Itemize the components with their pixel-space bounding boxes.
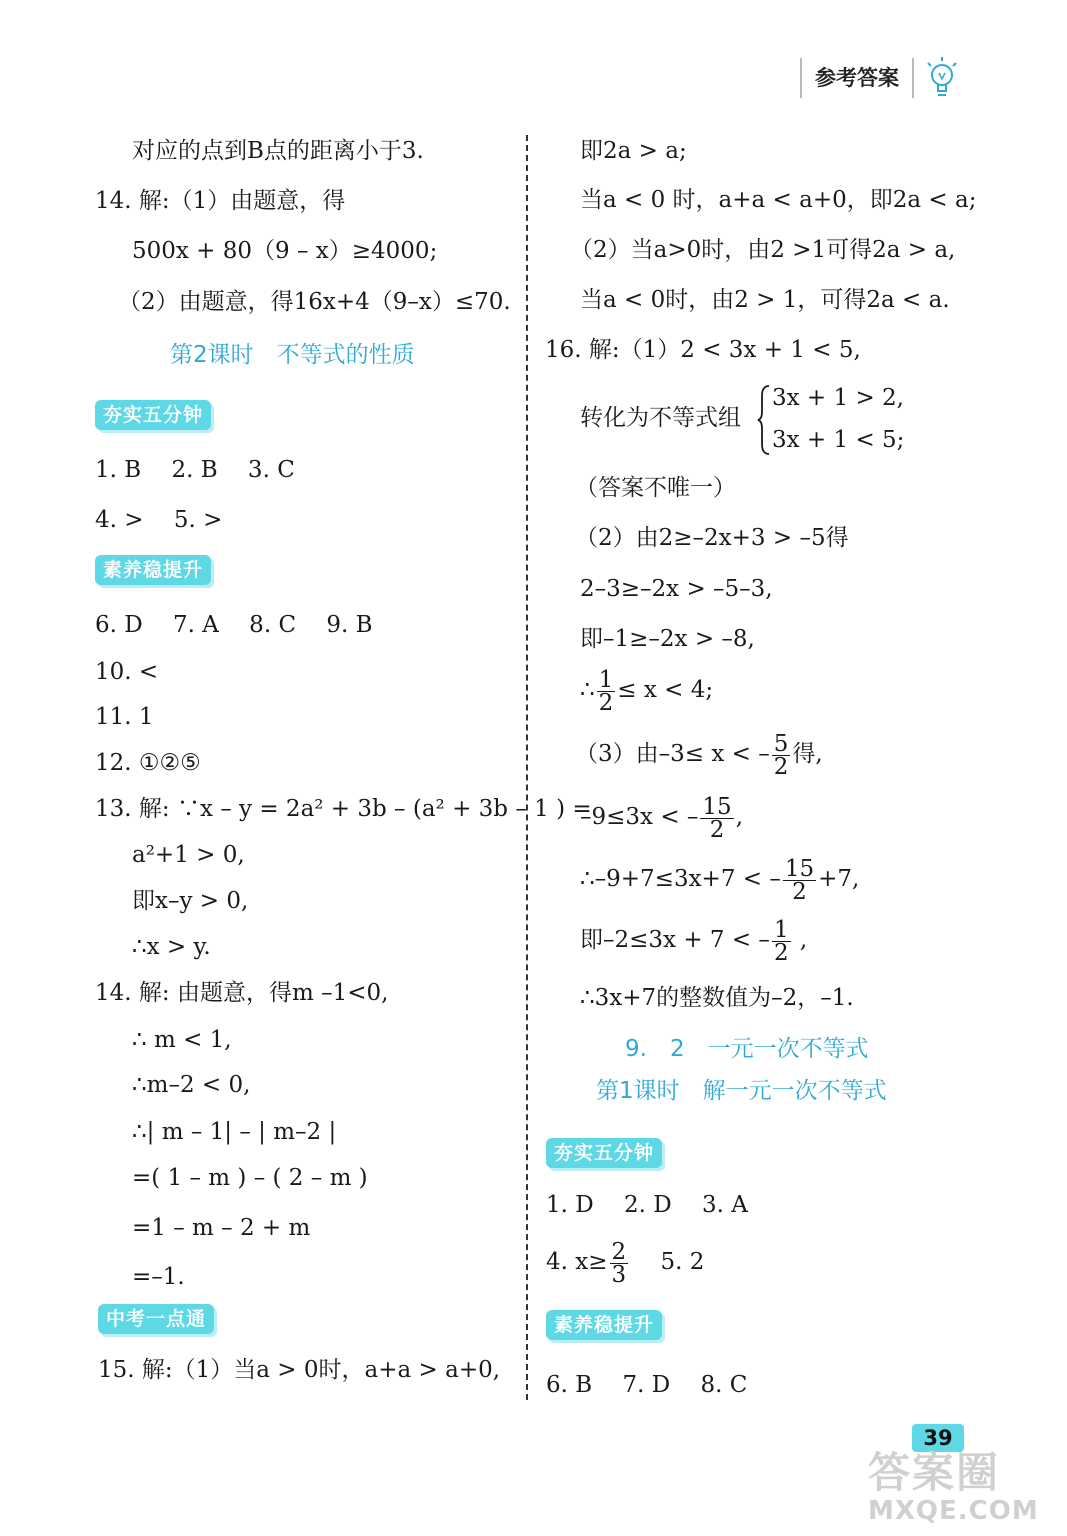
answer-line: 3x + 1 > 2,	[772, 385, 904, 411]
math-prefix: –9≤3x < –	[580, 804, 699, 830]
watermark-cn: 答案圈	[868, 1448, 1001, 1497]
section-badge: 夯实五分钟	[546, 1138, 662, 1168]
answer-line: （2）由题意，得16x+4（9–x）≤70.	[118, 289, 511, 315]
math-suffix: ,	[735, 804, 743, 830]
answer-line: 1. B 2. B 3. C	[95, 457, 295, 483]
answer-line	[546, 1240, 704, 1286]
fraction-denominator: 2	[792, 878, 807, 905]
answer-line: 12. ①②⑤	[95, 750, 201, 776]
answer-line: 14. 解:（1）由题意，得	[95, 188, 346, 214]
fraction-denominator: 2	[773, 939, 789, 966]
section-badge: 素养稳提升	[546, 1310, 662, 1340]
answer-line	[580, 857, 859, 903]
fraction	[610, 1238, 629, 1288]
fraction	[772, 916, 791, 966]
answer-line: =1 – m – 2 + m	[132, 1215, 311, 1241]
answer-line: 3x + 1 < 5;	[772, 427, 905, 453]
fraction-numerator: 15	[702, 793, 732, 820]
math-suffix: 得,	[792, 741, 823, 767]
answer-line: 6. B 7. D 8. C	[546, 1372, 748, 1398]
fraction-numerator: 1	[773, 916, 789, 943]
answer-line	[580, 795, 743, 841]
answer-line: 6. D 7. A 8. C 9. B	[95, 612, 373, 638]
answer-line: 14. 解: 由题意，得m –1<0,	[95, 980, 389, 1006]
answer-line: 即x–y > 0,	[132, 888, 249, 914]
fraction-numerator: 15	[784, 855, 815, 882]
watermark-en: MXQE.COM	[868, 1496, 1039, 1526]
answer-line: ∴m–2 < 0,	[132, 1072, 251, 1098]
math-suffix: 5. 2	[630, 1249, 705, 1275]
fraction-numerator: 1	[598, 666, 614, 693]
page-header-title: 参考答案	[800, 58, 914, 98]
fraction-numerator: 5	[773, 730, 789, 757]
math-suffix: ,	[792, 927, 808, 953]
answer-line: 对应的点到B点的距离小于3.	[132, 138, 424, 164]
section-badge: 中考一点通	[98, 1304, 214, 1334]
math-prefix: ∴	[580, 677, 595, 703]
answer-line: 即–1≥–2x > –8,	[580, 626, 755, 652]
answer-line	[580, 918, 807, 964]
fraction	[700, 793, 733, 843]
answer-line: （2）由2≥–2x+3 > –5得	[575, 525, 849, 551]
answer-line: =–1.	[132, 1264, 185, 1290]
section-heading: 第1课时 解一元一次不等式	[596, 1078, 887, 1104]
answer-line: =( 1 – m ) – ( 2 – m )	[132, 1165, 368, 1191]
fraction-denominator: 2	[598, 689, 614, 716]
math-prefix: 即–2≤3x + 7 < –	[580, 927, 770, 953]
section-badge: 夯实五分钟	[95, 400, 211, 430]
answer-line: ∴| m – 1| – | m–2 |	[132, 1119, 337, 1145]
answer-line: ∴3x+7的整数值为–2，–1.	[580, 985, 854, 1011]
math-prefix: 4. x≥	[546, 1249, 608, 1275]
math-prefix: ∴–9+7≤3x+7 < –	[580, 866, 781, 892]
fraction-denominator: 3	[611, 1261, 627, 1288]
answer-line: （2）当a>0时，由2 >1可得2a > a,	[570, 237, 956, 263]
answer-line	[580, 668, 713, 714]
answer-line: 11. 1	[95, 704, 154, 730]
fraction	[597, 666, 616, 716]
answer-line: a²+1 > 0,	[132, 842, 245, 868]
lightbulb-icon	[922, 55, 962, 103]
fraction	[772, 730, 791, 780]
answer-line: 当a < 0时，由2 > 1，可得2a < a.	[580, 287, 950, 313]
fraction-numerator: 2	[611, 1238, 627, 1265]
fraction-denominator: 2	[773, 753, 789, 780]
answer-line: 即2a > a;	[580, 138, 687, 164]
answer-line: 1. D 2. D 3. A	[546, 1192, 748, 1218]
section-badge: 素养稳提升	[95, 555, 211, 585]
answer-line	[575, 732, 823, 778]
answer-line: 15. 解:（1）当a > 0时，a+a > a+0,	[98, 1357, 501, 1383]
answer-line: 4. > 5. >	[95, 507, 223, 533]
answer-line: ∴ m < 1,	[132, 1027, 232, 1053]
answer-line: 500x + 80（9 – x）≥4000;	[132, 238, 438, 264]
math-suffix: +7,	[818, 866, 860, 892]
page-number: 39	[912, 1424, 964, 1452]
answer-line: （答案不唯一）	[575, 475, 736, 501]
fraction	[783, 855, 816, 905]
math-suffix: ≤ x < 4;	[617, 677, 714, 703]
column-divider	[526, 135, 528, 1400]
answer-line: ∴x > y.	[132, 934, 211, 960]
math-prefix: （3）由–3≤ x < –	[575, 741, 770, 767]
fraction-denominator: 2	[709, 816, 725, 843]
section-heading: 9. 2 一元一次不等式	[625, 1036, 869, 1062]
answer-line: 16. 解:（1）2 < 3x + 1 < 5,	[545, 337, 861, 363]
answer-line: 13. 解: ∵x – y = 2a² + 3b – (a² + 3b – 1 ) =	[95, 796, 592, 822]
answer-line: 10. <	[95, 659, 159, 685]
section-heading: 第2课时 不等式的性质	[170, 342, 415, 368]
watermark-logo	[868, 1450, 1063, 1530]
brace-symbol	[757, 384, 771, 456]
answer-line: 转化为不等式组	[580, 405, 741, 431]
answer-line: 2–3≥–2x > –5–3,	[580, 576, 773, 602]
answer-line: 当a < 0 时，a+a < a+0，即2a < a;	[580, 187, 977, 213]
